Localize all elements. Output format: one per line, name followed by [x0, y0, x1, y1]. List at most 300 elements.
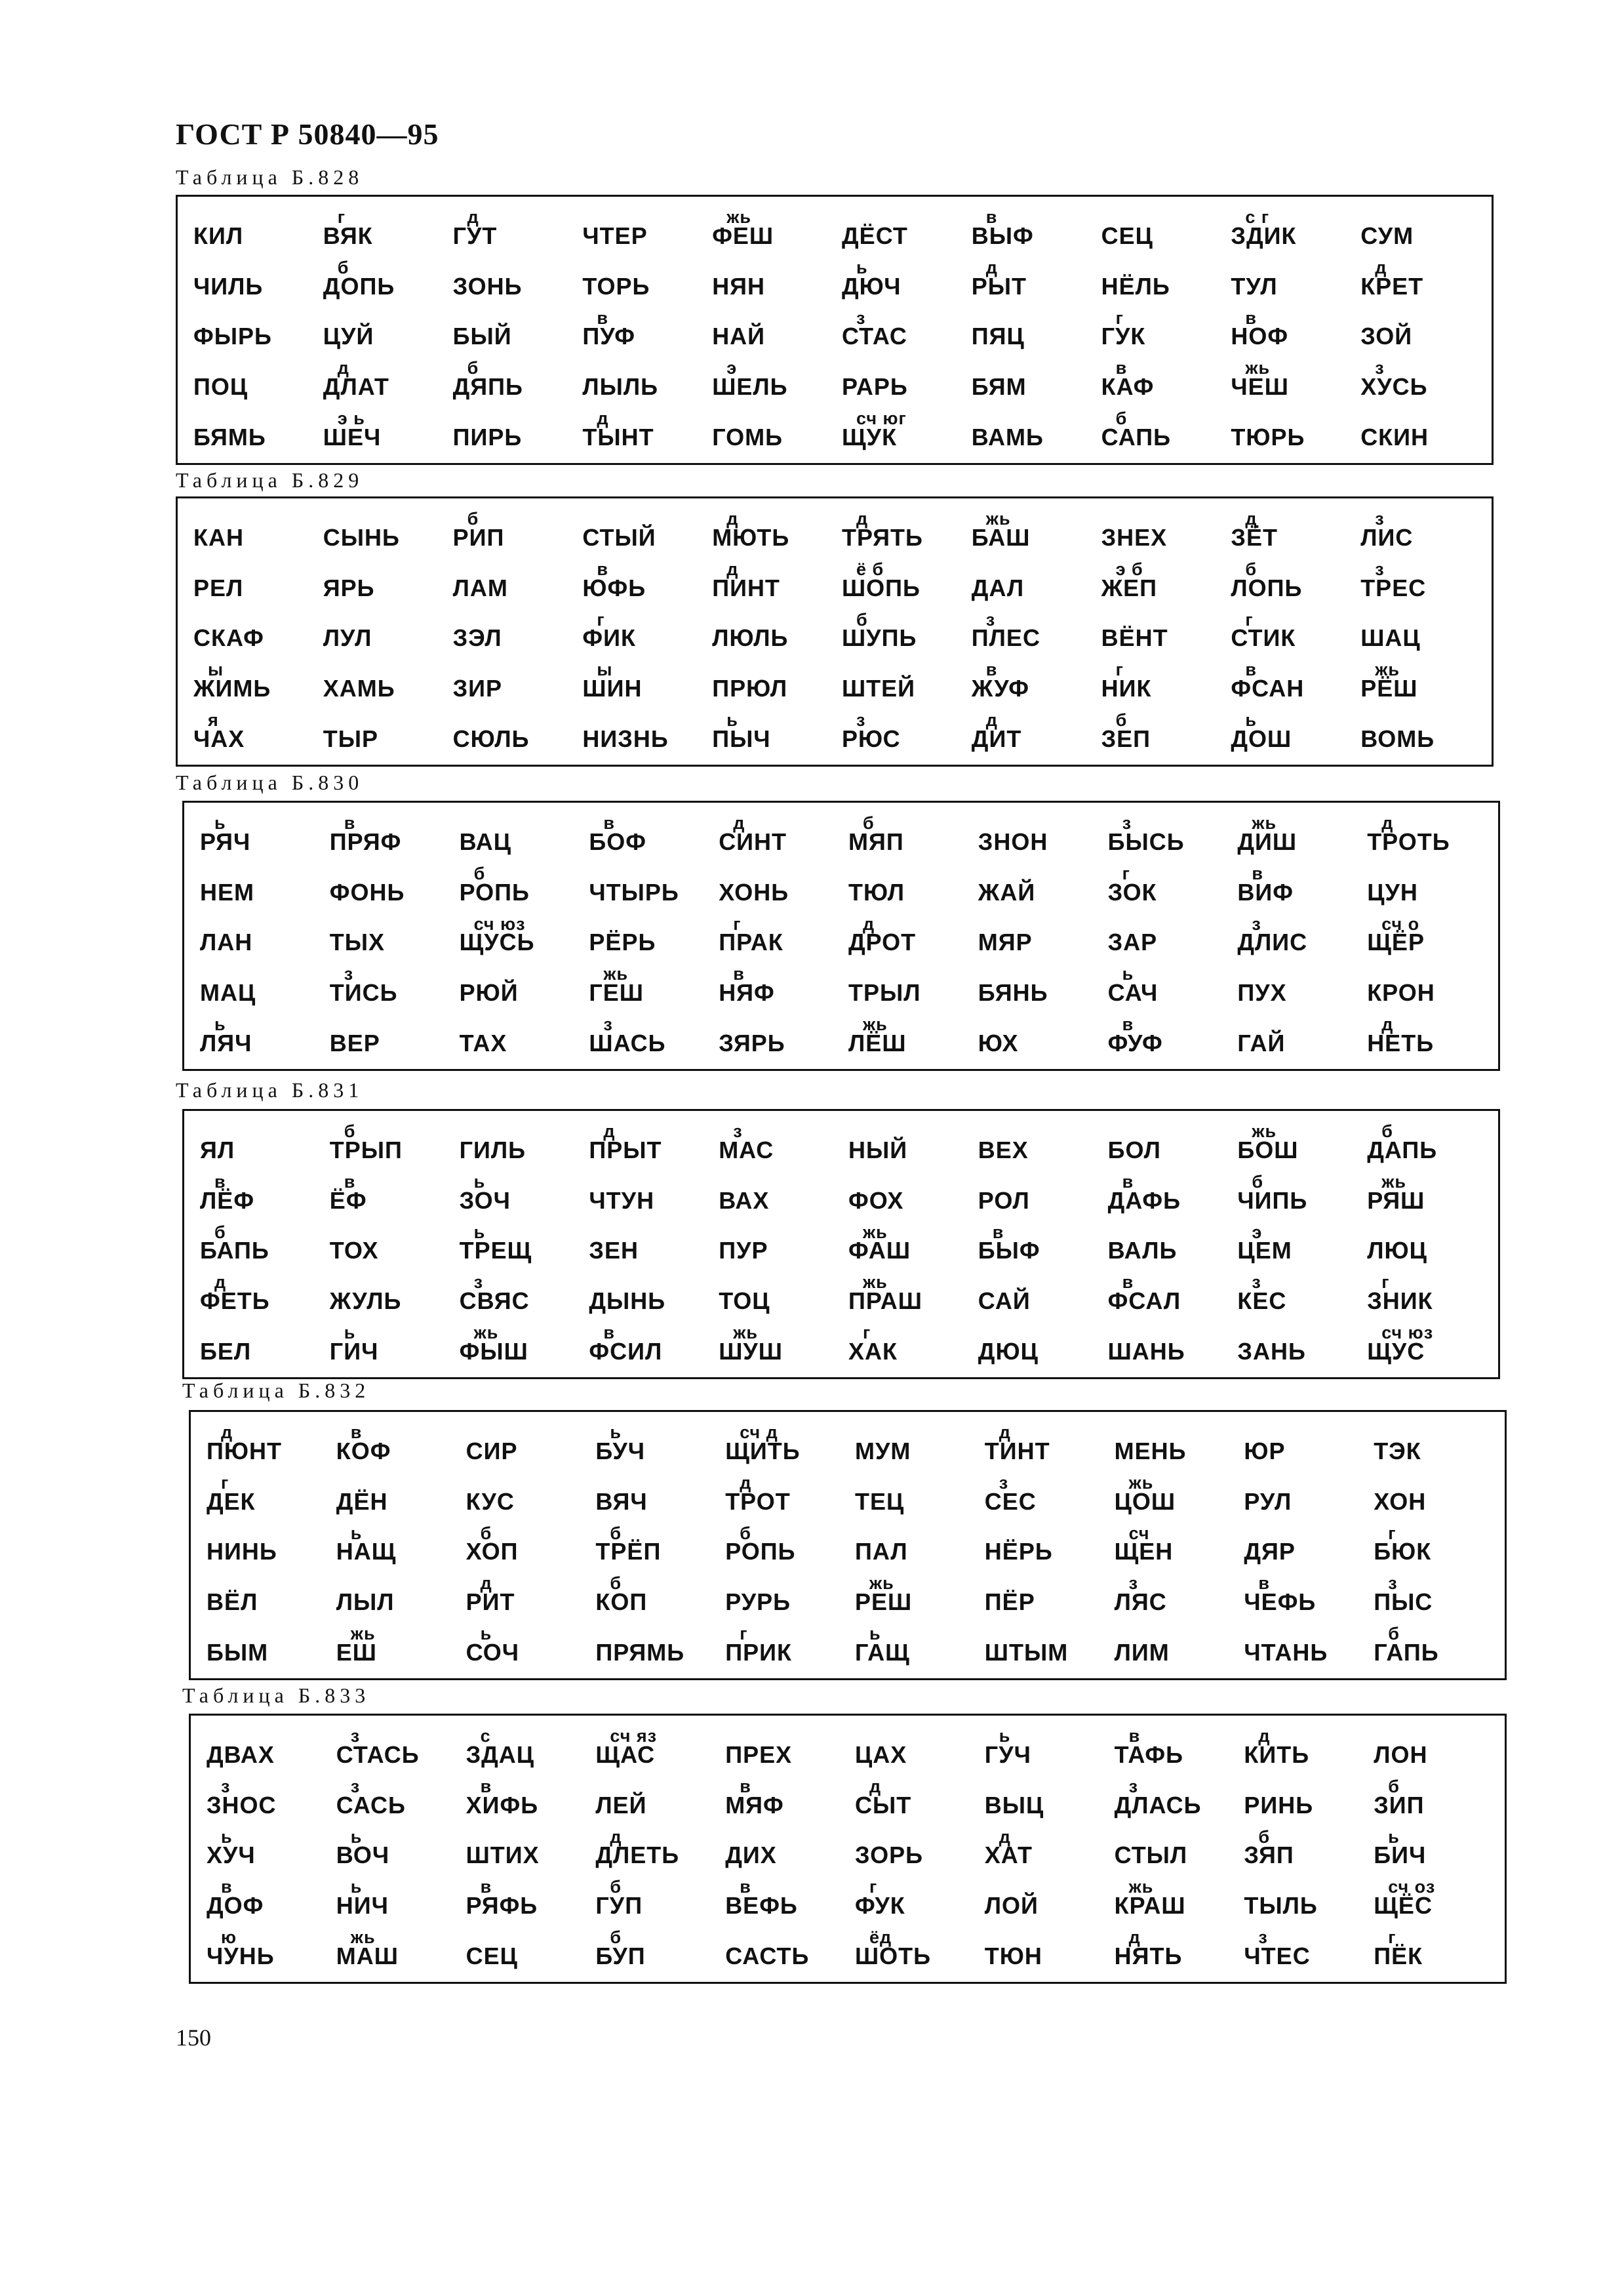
syllable-word: ЛИМ	[1114, 1639, 1170, 1666]
word-cell	[1355, 256, 1485, 307]
word-cell	[195, 1120, 325, 1171]
word-cell	[331, 1522, 461, 1573]
syllable-word: ЛЮЦ	[1367, 1237, 1427, 1264]
word-cell	[1362, 1013, 1492, 1064]
word-cell	[1103, 1120, 1233, 1171]
word-cell	[966, 558, 1096, 609]
syllable-word: СЮЛЬ	[452, 725, 530, 752]
syllable-word: ВЁНТ	[1101, 624, 1168, 652]
syllable-word: ТЭК	[1374, 1437, 1421, 1464]
word-cell	[850, 1522, 980, 1573]
word-cell	[461, 1572, 591, 1622]
pronunciation-mark: з	[1258, 1927, 1268, 1948]
pronunciation-mark: д	[337, 358, 349, 378]
syllable-word: ДАФЬ	[1107, 1186, 1181, 1214]
syllable-word: ЗЯП	[1244, 1842, 1294, 1869]
syllable-word: ДЛЕТЬ	[595, 1842, 680, 1869]
word-cell	[980, 1572, 1109, 1622]
syllable-word: ТЫНТ	[582, 424, 654, 451]
word-cell	[713, 1271, 843, 1321]
syllable-word: ШАЦ	[1360, 624, 1421, 652]
word-cell	[461, 1622, 591, 1673]
pronunciation-mark: в	[1122, 1015, 1134, 1035]
syllable-word: ГИЛЬ	[459, 1136, 526, 1163]
word-cell	[1238, 1572, 1368, 1622]
pronunciation-mark: ь	[473, 1171, 486, 1192]
word-cell	[966, 508, 1096, 558]
word-cell	[1362, 862, 1492, 913]
syllable-word: ЧИЛЬ	[193, 272, 264, 300]
word-cell	[454, 812, 584, 862]
syllable-word: БОФ	[589, 828, 646, 855]
pronunciation-mark: д	[985, 257, 998, 277]
syllable-word: КЕС	[1237, 1287, 1287, 1315]
syllable-word: ФУФ	[1107, 1030, 1163, 1057]
syllable-word: СТЫЙ	[582, 523, 656, 551]
pronunciation-mark: г	[1388, 1927, 1396, 1948]
word-cell	[325, 963, 454, 1013]
syllable-word: ДАЛ	[971, 574, 1025, 601]
word-cell	[980, 1826, 1109, 1876]
syllable-word: ШЕЛЬ	[712, 373, 788, 401]
word-cell	[201, 1421, 331, 1472]
word-cell	[325, 862, 454, 913]
pronunciation-mark: б	[1388, 1624, 1400, 1644]
word-cell	[720, 1826, 850, 1876]
pronunciation-mark: д	[467, 207, 479, 227]
word-cell	[843, 1013, 973, 1064]
word-cell	[720, 1421, 850, 1472]
syllable-word: МАС	[719, 1136, 774, 1163]
word-cell	[1096, 709, 1226, 759]
word-cell	[707, 709, 837, 759]
syllable-word: РЫТ	[971, 272, 1027, 300]
syllable-word: ДЫНЬ	[589, 1287, 666, 1315]
word-cell	[973, 1013, 1103, 1064]
word-table	[182, 1109, 1500, 1379]
pronunciation-mark: ь	[221, 1826, 233, 1847]
word-cell	[1225, 407, 1355, 458]
syllable-word: ПУХ	[1237, 979, 1287, 1007]
word-cell	[1238, 1926, 1368, 1977]
word-cell	[454, 1221, 584, 1272]
pronunciation-mark: з	[1375, 559, 1385, 579]
syllable-word: ДРОТ	[848, 929, 917, 956]
word-cell	[331, 1775, 461, 1826]
syllable-word: ТОЦ	[719, 1287, 770, 1315]
syllable-word: ПРЯФ	[329, 828, 402, 855]
word-cell	[188, 256, 318, 307]
syllable-word: ЩАС	[595, 1741, 656, 1768]
pronunciation-mark: жь	[863, 1015, 888, 1035]
syllable-word: ЗЯРЬ	[719, 1030, 785, 1057]
word-cell	[1362, 913, 1492, 963]
syllable-word: ТОХ	[329, 1237, 379, 1264]
pronunciation-mark: в	[985, 660, 998, 680]
syllable-word: РЁШ	[1360, 675, 1418, 702]
pronunciation-mark: б	[480, 1523, 492, 1543]
word-cell	[454, 1271, 584, 1321]
syllable-word: ГУТ	[452, 222, 498, 249]
syllable-word: ХОН	[1374, 1487, 1427, 1515]
word-cell	[1238, 1826, 1368, 1876]
word-cell	[448, 357, 578, 407]
pronunciation-mark: в	[740, 1776, 751, 1796]
syllable-word: ЩЕН	[1114, 1538, 1174, 1565]
pronunciation-mark: з	[1375, 358, 1385, 378]
word-cell	[461, 1826, 591, 1876]
syllable-word: ПАЛ	[855, 1538, 908, 1565]
word-cell	[973, 812, 1103, 862]
pronunciation-mark: я	[208, 710, 219, 731]
syllable-word: ТЮЛ	[848, 878, 905, 906]
word-cell	[584, 963, 713, 1013]
word-cell	[1103, 963, 1233, 1013]
word-cell	[980, 1421, 1109, 1472]
syllable-word: ПЫС	[1374, 1588, 1433, 1616]
word-cell	[1362, 1321, 1492, 1372]
word-cell	[837, 508, 966, 558]
word-cell	[331, 1421, 461, 1472]
word-cell	[1368, 1572, 1498, 1622]
pronunciation-mark: в	[992, 1222, 1004, 1242]
pronunciation-mark: д	[610, 1826, 622, 1847]
syllable-word: ПОЦ	[193, 373, 248, 401]
syllable-word: ШАНЬ	[1107, 1338, 1185, 1365]
syllable-word: НИЗНЬ	[582, 725, 669, 752]
syllable-word: ТРЕС	[1360, 574, 1427, 601]
syllable-word: БЯМЬ	[193, 424, 266, 451]
syllable-word: КУС	[465, 1487, 515, 1515]
pronunciation-mark: з	[1388, 1573, 1398, 1594]
word-table	[182, 801, 1500, 1071]
syllable-word: ФОХ	[848, 1186, 904, 1214]
pronunciation-mark: д	[999, 1422, 1011, 1442]
word-cell	[577, 407, 707, 458]
word-cell	[577, 709, 707, 759]
pronunciation-mark: г	[869, 1877, 878, 1897]
syllable-word: ТИНТ	[984, 1437, 1050, 1464]
pronunciation-mark: б	[610, 1523, 622, 1543]
syllable-word: ПРЯМЬ	[595, 1639, 685, 1666]
word-cell	[843, 812, 973, 862]
word-cell	[1368, 1725, 1498, 1775]
word-cell	[1362, 1221, 1492, 1272]
syllable-word: БИЧ	[1374, 1842, 1427, 1869]
word-cell	[707, 508, 837, 558]
syllable-word: ЛЯС	[1114, 1588, 1167, 1616]
pronunciation-mark: в	[350, 1422, 363, 1442]
syllable-word: ЧТУН	[589, 1186, 655, 1214]
pronunciation-mark: б	[1258, 1826, 1271, 1847]
pronunciation-mark: жь	[1245, 358, 1271, 378]
syllable-word: КАН	[193, 523, 244, 551]
pronunciation-mark: д	[1375, 257, 1387, 277]
syllable-word: ШОПЬ	[842, 574, 921, 601]
word-cell	[720, 1775, 850, 1826]
syllable-word: ВЕХ	[978, 1136, 1029, 1163]
syllable-word: ХИФЬ	[465, 1791, 539, 1819]
word-cell	[966, 609, 1096, 659]
syllable-word: ЕШ	[336, 1639, 377, 1666]
word-cell	[1096, 256, 1226, 307]
syllable-word: САСТЬ	[725, 1943, 810, 1969]
syllable-word: ПРЮЛ	[712, 675, 788, 702]
syllable-word: ТРЁП	[595, 1538, 662, 1565]
syllable-word: ТРОТЬ	[1367, 828, 1450, 855]
pronunciation-mark: д	[869, 1776, 882, 1796]
word-cell	[584, 1271, 713, 1321]
word-cell	[973, 862, 1103, 913]
syllable-word: РЯЧ	[200, 828, 251, 855]
pronunciation-mark: б	[214, 1222, 226, 1242]
word-cell	[188, 357, 318, 407]
pronunciation-mark: б	[610, 1573, 622, 1594]
syllable-word: ФУК	[855, 1892, 905, 1920]
word-cell	[1096, 307, 1226, 357]
word-cell	[843, 1271, 973, 1321]
word-cell	[448, 407, 578, 458]
pronunciation-mark: з	[473, 1272, 484, 1293]
syllable-word: СЕЦ	[1101, 222, 1153, 249]
word-cell	[1103, 913, 1233, 963]
word-cell	[973, 1221, 1103, 1272]
syllable-word: ЛЕЙ	[595, 1791, 647, 1819]
syllable-word: ГУЧ	[984, 1741, 1031, 1768]
word-cell	[590, 1876, 720, 1926]
table-caption: Таблица Б.830	[176, 771, 364, 794]
syllable-word: РУРЬ	[725, 1588, 791, 1616]
word-cell	[201, 1775, 331, 1826]
word-cell	[850, 1725, 980, 1775]
syllable-word: НИК	[1101, 675, 1152, 702]
word-cell	[584, 1171, 713, 1221]
syllable-word: ПЯЦ	[971, 323, 1025, 350]
syllable-word: СВЯС	[459, 1287, 530, 1315]
word-cell	[1238, 1421, 1368, 1472]
word-cell	[720, 1622, 850, 1673]
word-cell	[713, 1171, 843, 1221]
syllable-word: НЕТЬ	[1367, 1030, 1435, 1057]
pronunciation-mark: жь	[1381, 1171, 1406, 1192]
syllable-word: ЗОЙ	[1360, 323, 1413, 350]
word-cell	[837, 256, 966, 307]
syllable-word: САЙ	[978, 1287, 1031, 1315]
syllable-word: ТЮН	[984, 1943, 1042, 1969]
word-cell	[1225, 357, 1355, 407]
syllable-word: КАФ	[1101, 373, 1155, 401]
pronunciation-mark: жь	[1128, 1472, 1154, 1493]
word-cell	[1096, 508, 1226, 558]
pronunciation-mark: ь	[350, 1877, 363, 1897]
syllable-word: ТЕЦ	[855, 1487, 905, 1515]
word-grid	[191, 1412, 1505, 1678]
syllable-word: ВАХ	[719, 1186, 770, 1214]
syllable-word: ЖЕП	[1101, 574, 1158, 601]
word-cell	[1103, 862, 1233, 913]
syllable-word: ДЕК	[207, 1487, 256, 1515]
syllable-word: ФСАЛ	[1107, 1287, 1181, 1315]
pronunciation-mark: в	[1128, 1726, 1141, 1746]
pronunciation-mark: б	[467, 358, 479, 378]
word-cell	[584, 812, 713, 862]
syllable-word: ЗЁТ	[1231, 523, 1278, 551]
pronunciation-mark: ь	[1245, 710, 1257, 731]
syllable-word: ФАШ	[848, 1237, 911, 1264]
pronunciation-mark: г	[1388, 1523, 1396, 1543]
word-cell	[1238, 1472, 1368, 1522]
word-grid	[184, 803, 1498, 1069]
pronunciation-mark: в	[344, 813, 356, 833]
pronunciation-mark: жь	[726, 207, 751, 227]
syllable-word: ЩЁР	[1367, 929, 1425, 956]
pronunciation-mark: д	[603, 1121, 616, 1141]
word-table	[189, 1410, 1507, 1680]
word-cell	[1355, 307, 1485, 357]
syllable-word: БЫМ	[207, 1639, 269, 1666]
word-cell	[850, 1926, 980, 1977]
pronunciation-mark: ь	[610, 1422, 622, 1442]
word-cell	[195, 1171, 325, 1221]
syllable-word: КИТЬ	[1244, 1741, 1310, 1768]
pronunciation-mark: э	[726, 358, 738, 378]
syllable-word: РЮС	[842, 725, 901, 752]
syllable-word: НЁЛЬ	[1101, 272, 1170, 300]
syllable-word: ВОМЬ	[1360, 725, 1435, 752]
pronunciation-mark: г	[337, 207, 346, 227]
syllable-word: ПРАШ	[848, 1287, 922, 1315]
syllable-word: ФСАН	[1231, 675, 1305, 702]
word-cell	[325, 1120, 454, 1171]
pronunciation-mark: в	[480, 1776, 492, 1796]
word-cell	[1096, 206, 1226, 256]
word-cell	[195, 1321, 325, 1372]
word-cell	[837, 357, 966, 407]
table-caption: Таблица Б.833	[182, 1683, 370, 1707]
word-cell	[1232, 1321, 1362, 1372]
pronunciation-mark: г	[1115, 308, 1124, 328]
syllable-word: ВЯЧ	[595, 1487, 648, 1515]
syllable-word: РЯШ	[1367, 1186, 1425, 1214]
syllable-word: ТРОТ	[725, 1487, 791, 1515]
word-cell	[850, 1876, 980, 1926]
syllable-word: ПУР	[719, 1237, 768, 1264]
word-cell	[850, 1472, 980, 1522]
syllable-word: ПРИК	[725, 1639, 792, 1666]
syllable-word: СУМ	[1360, 222, 1414, 249]
word-cell	[720, 1472, 850, 1522]
word-cell	[837, 206, 966, 256]
syllable-word: ДЁСТ	[842, 222, 908, 249]
syllable-word: ШТЫМ	[984, 1639, 1069, 1666]
syllable-word: ЖАЙ	[978, 878, 1036, 906]
syllable-word: ШЕЧ	[323, 424, 382, 451]
word-cell	[720, 1572, 850, 1622]
pronunciation-mark: ь	[473, 1222, 486, 1242]
table-caption: Таблица Б.832	[182, 1379, 370, 1402]
word-cell	[577, 357, 707, 407]
syllable-word: НАЙ	[712, 323, 766, 350]
syllable-word: ВЕФЬ	[725, 1892, 798, 1920]
syllable-word: БУЧ	[595, 1437, 646, 1464]
pronunciation-mark: сч оз	[1388, 1877, 1436, 1897]
syllable-word: ВЫЦ	[984, 1791, 1044, 1819]
word-cell	[584, 913, 713, 963]
word-cell	[1368, 1622, 1498, 1673]
word-cell	[850, 1775, 980, 1826]
pronunciation-mark: в	[214, 1171, 226, 1192]
syllable-word: ДЮЧ	[842, 272, 901, 300]
syllable-word: РОПЬ	[459, 878, 530, 906]
word-cell	[188, 558, 318, 609]
word-cell	[188, 658, 318, 709]
word-cell	[448, 206, 578, 256]
syllable-word: ХАК	[848, 1338, 898, 1365]
word-cell	[454, 1321, 584, 1372]
word-cell	[1225, 206, 1355, 256]
syllable-word: МАШ	[336, 1943, 399, 1969]
syllable-word: ЗЭЛ	[452, 624, 502, 652]
word-cell	[1355, 508, 1485, 558]
syllable-word: ДИШ	[1237, 828, 1297, 855]
pronunciation-mark: в	[1258, 1573, 1270, 1594]
syllable-word: ФЫШ	[459, 1338, 528, 1365]
syllable-word: ЗДИК	[1231, 222, 1297, 249]
word-cell	[843, 1221, 973, 1272]
syllable-word: НЯТЬ	[1114, 1943, 1183, 1969]
syllable-word: ТЫХ	[329, 929, 386, 956]
pronunciation-mark: э б	[1115, 559, 1143, 579]
syllable-word: ЩУК	[842, 424, 898, 451]
word-cell	[837, 558, 966, 609]
word-cell	[1103, 1171, 1233, 1221]
syllable-word: НИНЬ	[207, 1538, 277, 1565]
word-cell	[331, 1725, 461, 1775]
syllable-word: МАЦ	[200, 979, 256, 1007]
word-cell	[201, 1472, 331, 1522]
syllable-word: ЁФ	[329, 1186, 367, 1214]
word-cell	[837, 609, 966, 659]
word-cell	[318, 508, 448, 558]
word-cell	[980, 1522, 1109, 1573]
word-cell	[713, 1120, 843, 1171]
word-cell	[713, 862, 843, 913]
pronunciation-mark: д	[856, 509, 869, 529]
word-cell	[1109, 1622, 1239, 1673]
word-cell	[1368, 1775, 1498, 1826]
syllable-word: ДЛАСЬ	[1114, 1791, 1202, 1819]
pronunciation-mark: в	[1245, 308, 1257, 328]
word-cell	[201, 1725, 331, 1775]
pronunciation-mark: д	[221, 1422, 233, 1442]
pronunciation-mark: в	[221, 1877, 233, 1897]
pronunciation-mark: в	[597, 559, 608, 579]
syllable-word: БЯНЬ	[978, 979, 1048, 1007]
word-cell	[980, 1926, 1109, 1977]
pronunciation-mark: в	[603, 813, 615, 833]
syllable-word: ЗЕП	[1101, 725, 1151, 752]
word-cell	[195, 913, 325, 963]
word-cell	[1096, 558, 1226, 609]
pronunciation-mark: з	[221, 1776, 231, 1796]
syllable-word: САПЬ	[1101, 424, 1171, 451]
word-cell	[201, 1522, 331, 1573]
word-cell	[195, 812, 325, 862]
word-cell	[713, 913, 843, 963]
word-cell	[1225, 558, 1355, 609]
word-cell	[1109, 1826, 1239, 1876]
syllable-word: СИР	[465, 1437, 518, 1464]
